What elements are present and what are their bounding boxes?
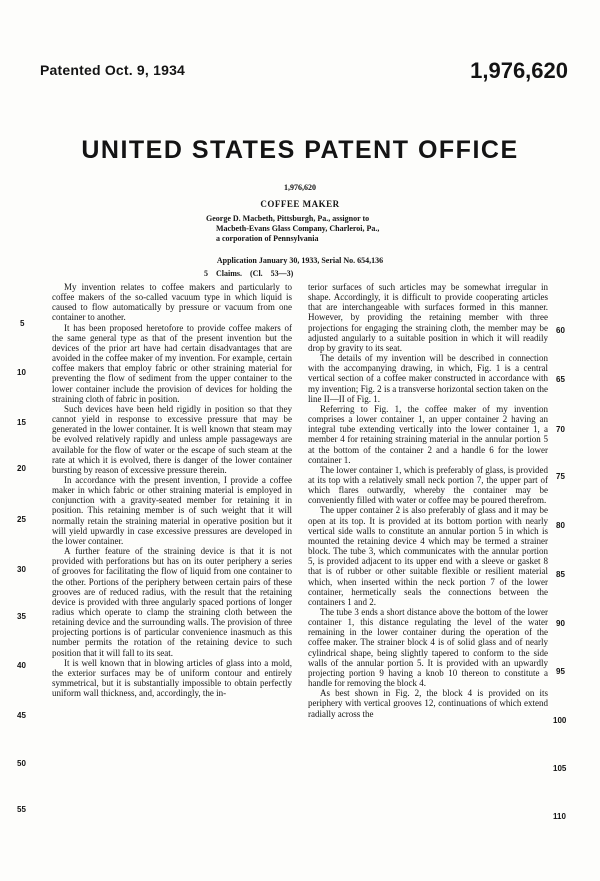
line-number: 90 xyxy=(556,619,565,628)
line-number: 40 xyxy=(17,661,26,670)
line-number: 105 xyxy=(553,764,567,773)
line-number: 85 xyxy=(556,570,565,579)
paragraph: My invention relates to coffee makers and particularly to coffee makers of the so-called vacuum type in which liquid is caused to flow automatically by pressure or vacuum from one container to another. xyxy=(52,282,292,323)
line-number: 15 xyxy=(17,418,26,427)
line-number: 25 xyxy=(17,515,26,524)
line-number: 5 xyxy=(20,319,25,328)
paragraph: The details of my invention will be described in connection with the accompanying drawing, in which, Fig. 1 is a central vertical section of a coffee maker constructed in accordance with my invention; Fig. 2 is a transverse horizontal section taken on the line II—II of Fig. 1. xyxy=(308,353,548,404)
left-column xyxy=(52,282,292,698)
paragraph: Such devices have been held rigidly in position so that they cannot yield in response to excessive pressure that may be generated in the lower container. It is well known that steam may be evolved relatively rapidly and unless ample passageways are available for the flow of water or the escape of such steam at the rate at which it is evolved, there is danger of the lower container bursting by reason of excessive pressure therein. xyxy=(52,403,292,475)
line-number: 20 xyxy=(17,464,26,473)
right-column xyxy=(308,282,548,719)
line-number: 95 xyxy=(556,667,565,676)
inventor-line-3: a corporation of Pennsylvania xyxy=(216,234,319,243)
paragraph: Referring to Fig. 1, the coffee maker of my invention comprises a lower container 1, an upper container 2 having an integral tube extending vertically into the lower container 1, a member 4 for retaining straining material in the annular portion 5 at the bottom of the container 2 and a handle 6 for the lower container 1. xyxy=(308,403,548,465)
line-number: 70 xyxy=(556,425,565,434)
line-number: 60 xyxy=(556,326,565,335)
inventor-line-2: Macbeth-Evans Glass Company, Charleroi, Pa., xyxy=(216,224,380,233)
line-number: 30 xyxy=(17,565,26,574)
paragraph: As best shown in Fig. 2, the block 4 is provided on its periphery with vertical grooves 12, continuations of which extend radially across the xyxy=(308,688,548,719)
line-number: 35 xyxy=(17,612,26,621)
paragraph: It is well known that in blowing articles of glass into a mold, the exterior surfaces may be of uniform contour and entirely symmetrical, but it is substantially impossible to obtain perfectly uniform wall thickness, and, accordingly, the in- xyxy=(52,657,292,699)
application-line: Application January 30, 1933, Serial No. 654,136 xyxy=(216,256,384,265)
line-number: 110 xyxy=(553,812,566,821)
line-number: 50 xyxy=(17,759,26,768)
paragraph: It has been proposed heretofore to provide coffee makers of the same general type as that of the present invention but the devices of the prior art have had certain disadvantages that are avoided in the coffee maker of my invention. For example, certain coffee makers that employ fabric or other straining material for preventing the flow of sediment from the upper container to the lower container include the provision of devices for holding the straining cloth of fabric in position. xyxy=(52,322,292,404)
line-number: 45 xyxy=(17,711,26,720)
line-number: 10 xyxy=(17,368,26,377)
paragraph: The lower container 1, which is preferably of glass, is provided at its top with a relatively small neck portion 7, the upper part of which flares outwardly, whereby the container may be conveniently filled with water or coffee may be poured therefrom. xyxy=(308,464,548,506)
line-number: 55 xyxy=(17,805,26,814)
patented-date: Patented Oct. 9, 1934 xyxy=(40,62,186,78)
line-number: 65 xyxy=(556,375,565,384)
claims-count: 5 Claims. xyxy=(204,269,242,278)
line-number: 100 xyxy=(553,716,567,725)
inventor-line-1: George D. Macbeth, Pittsburgh, Pa., assignor to xyxy=(206,214,370,223)
inventor-block xyxy=(206,214,406,244)
classification: (Cl. 53—3) xyxy=(250,269,294,278)
patent-title: COFFEE MAKER xyxy=(260,199,340,209)
office-title: UNITED STATES PATENT OFFICE xyxy=(81,136,519,164)
patent-number-small: 1,976,620 xyxy=(284,183,316,192)
paragraph: The tube 3 ends a short distance above the bottom of the lower container 1, this distance regulating the level of the water remaining in the lower container during the operation of the coffee maker. The strainer block 4 is of solid glass and of nearly cylindrical shape, being slightly tapered to conform to the side walls of the annular portion 5. It is provided with an upwardly projecting portion 9 having a knob 10 thereon to constitute a handle for removing the block 4. xyxy=(308,607,548,689)
paragraph: In accordance with the present invention, I provide a coffee maker in which fabric or other straining material is employed in conjunction with a gravity-seated member for retaining it in position. This retaining member is of such weight that it will normally retain the straining material in operative position but it will yield upwardly in case excessive pressures are developed in the lower container. xyxy=(52,474,292,546)
patent-number: 1,976,620 xyxy=(470,58,568,83)
paragraph: The upper container 2 is also preferably of glass and it may be open at its top. It is provided at its bottom portion with nearly vertical side walls to constitute an annular portion 5 in which is mounted the retaining device 4 which may be termed a strainer block. The tube 3, which communicates with the annular portion 5, is provided adjacent to its upper end with a sleeve or gasket 8 that is of rubber or other suitable flexible or resilient material which, when inserted within the neck portion 7 of the lower container, hermetically seals the connections between the containers 1 and 2. xyxy=(308,505,548,607)
line-number: 80 xyxy=(556,521,565,530)
paragraph: terior surfaces of such articles may be somewhat irregular in shape. Accordingly, it is difficult to provide cooperating articles that are interchangeable with surfaces formed in this manner. However, by providing the retaining member with three projections for engaging the straining cloth, the member may be adjusted angularly to a suitable position in which it will readily drop by gravity to its seat. xyxy=(308,282,548,353)
claims-line xyxy=(204,269,293,278)
paragraph: A further feature of the straining device is that it is not provided with perforations but has on its outer periphery a series of grooves for facilitating the flow of liquid from one container to the other. Portions of the periphery between certain pairs of these grooves are of reduced radius, with the result that the retaining device is provided with three angularly spaced portions of longer radius which operate to clamp the straining cloth between the retaining device and the surrounding walls. The provision of three projecting portions is of particular convenience inasmuch as this number permits the rotation of the retaining device to such position that it will fall to its seat. xyxy=(52,546,292,658)
line-number: 75 xyxy=(556,472,565,481)
